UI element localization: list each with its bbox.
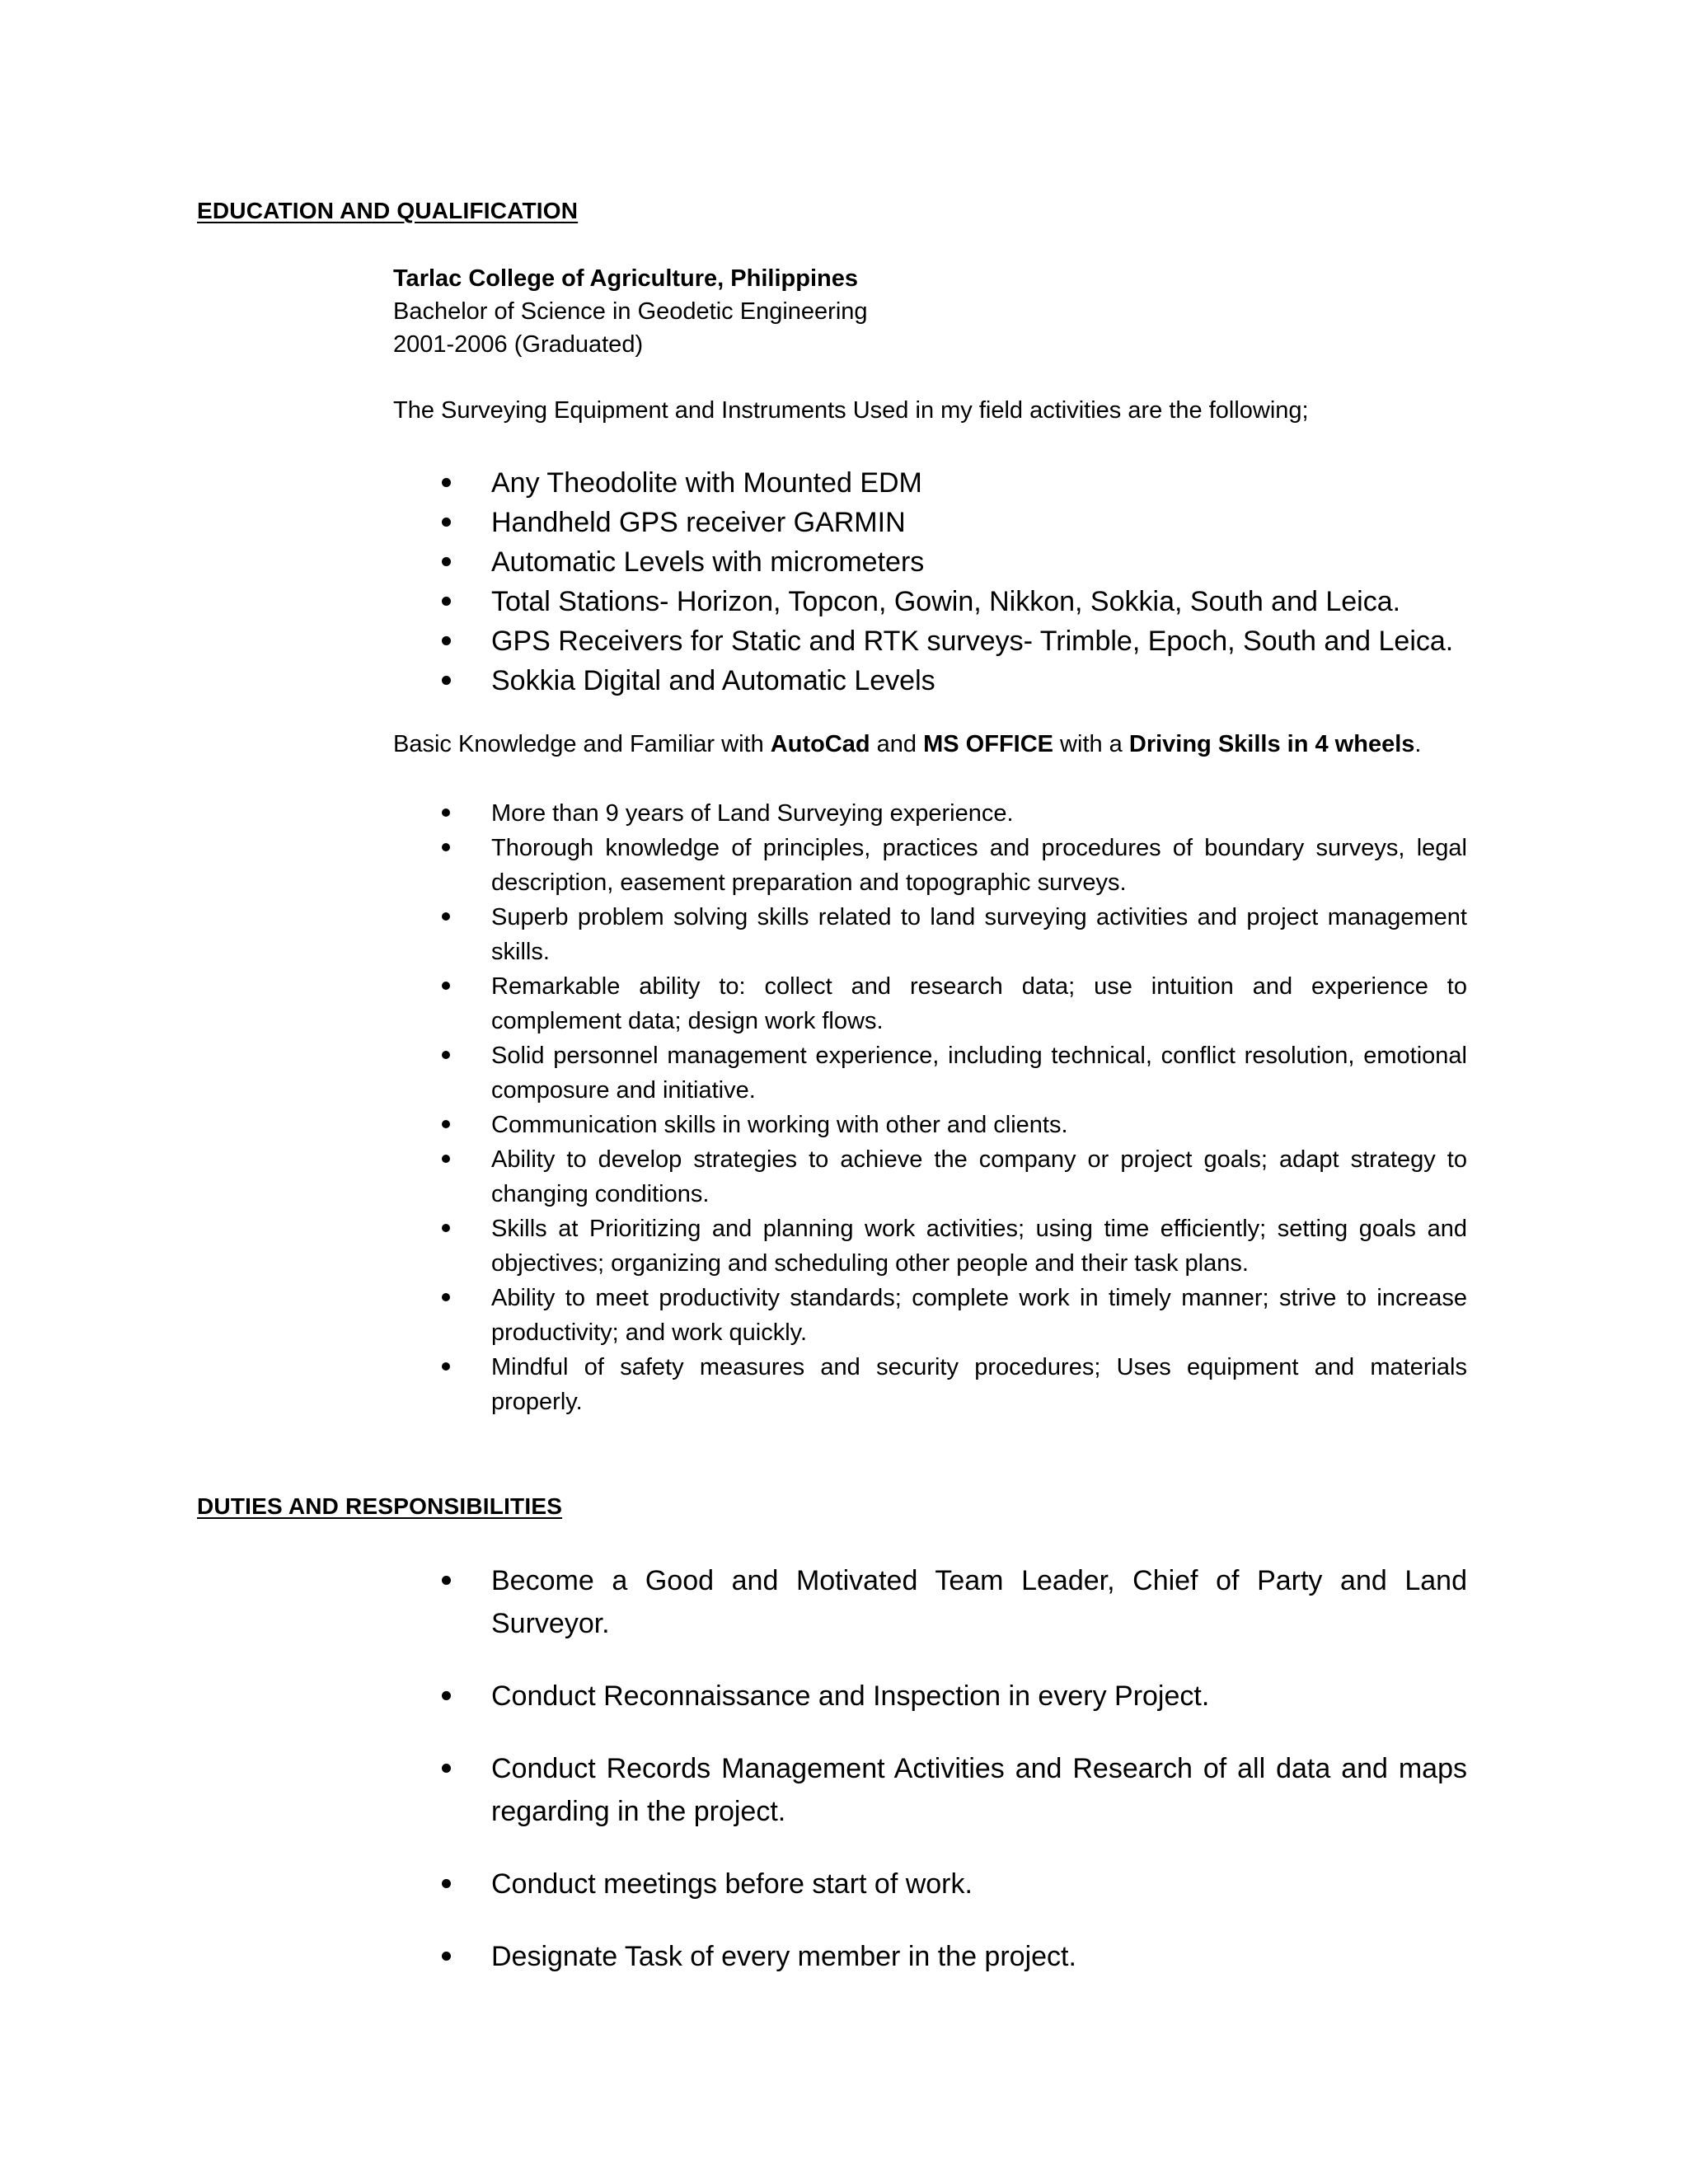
bullet-icon — [442, 1051, 450, 1059]
list-item: Thorough knowledge of principles, practices and procedures of boundary surveys, legal description, easement preparation and topographic surveys. — [438, 831, 1467, 900]
bullet-icon — [442, 1362, 450, 1371]
list-item: Remarkable ability to: collect and research data; use intuition and experience to complement data; design work flows. — [438, 969, 1467, 1038]
list-item: Any Theodolite with Mounted EDM — [438, 463, 1467, 503]
list-item: GPS Receivers for Static and RTK surveys- Trimble, Epoch, South and Leica. — [438, 621, 1467, 661]
list-item: Conduct meetings before start of work. — [438, 1863, 1467, 1905]
list-item: Automatic Levels with micrometers — [438, 542, 1467, 582]
bullet-icon — [442, 1224, 450, 1232]
list-item: Designate Task of every member in the project. — [438, 1935, 1467, 1978]
education-heading: EDUCATION AND QUALIFICATION — [197, 198, 579, 223]
bullet-icon — [442, 1764, 451, 1773]
list-item: Skills at Prioritizing and planning work activities; using time efficiently; setting goals and objectives; organizing and scheduling other people and their task plans. — [438, 1212, 1467, 1281]
bullet-icon — [442, 636, 451, 645]
degree: Bachelor of Science in Geodetic Engineering — [393, 298, 868, 325]
list-item: Ability to meet productivity standards; complete work in timely manner; strive to increase productivity; and work quickly. — [438, 1281, 1467, 1350]
list-item: Ability to develop strategies to achieve the company or project goals; adapt strategy to changing conditions. — [438, 1142, 1467, 1212]
list-item: Conduct Records Management Activities and Research of all data and maps regarding in the project. — [438, 1747, 1467, 1833]
list-item: Mindful of safety measures and security procedures; Uses equipment and materials properly. — [438, 1350, 1467, 1419]
bullet-icon — [442, 982, 450, 990]
bullet-icon — [442, 518, 451, 527]
bullet-icon — [442, 557, 451, 566]
bullet-icon — [442, 843, 450, 851]
skills-list — [438, 796, 1467, 1419]
bullet-icon — [442, 676, 451, 685]
software-knowledge: Basic Knowledge and Familiar with AutoCad and MS OFFICE with a Driving Skills in 4 wheels. — [393, 731, 1422, 757]
list-item: Conduct Reconnaissance and Inspection in every Project. — [438, 1675, 1467, 1718]
bullet-icon — [442, 912, 450, 921]
list-item: Handheld GPS receiver GARMIN — [438, 503, 1467, 542]
list-item: Superb problem solving skills related to land surveying activities and project management skills. — [438, 900, 1467, 969]
bullet-icon — [442, 808, 450, 817]
school-name: Tarlac College of Agriculture, Philippines — [393, 265, 858, 292]
list-item: Communication skills in working with other and clients. — [438, 1108, 1467, 1142]
duties-heading: DUTIES AND RESPONSIBILITIES — [197, 1493, 563, 1519]
duties-list — [438, 1559, 1467, 2008]
list-item: Sokkia Digital and Automatic Levels — [438, 661, 1467, 701]
bullet-icon — [442, 1293, 450, 1301]
bullet-icon — [442, 1155, 450, 1163]
bullet-icon — [442, 1879, 451, 1888]
list-item: More than 9 years of Land Surveying experience. — [438, 796, 1467, 831]
bullet-icon — [442, 1576, 451, 1585]
equipment-list — [438, 463, 1467, 701]
list-item: Solid personnel management experience, including technical, conflict resolution, emotional composure and initiative. — [438, 1038, 1467, 1108]
bullet-icon — [442, 1691, 451, 1700]
list-item: Become a Good and Motivated Team Leader, Chief of Party and Land Surveyor. — [438, 1559, 1467, 1645]
bullet-icon — [442, 1120, 450, 1128]
bullet-icon — [442, 597, 451, 606]
bullet-icon — [442, 478, 451, 487]
bullet-icon — [442, 1952, 451, 1961]
equipment-intro: The Surveying Equipment and Instruments Used in my field activities are the following; — [393, 397, 1309, 424]
list-item: Total Stations- Horizon, Topcon, Gowin, Nikkon, Sokkia, South and Leica. — [438, 582, 1467, 621]
graduation-years: 2001-2006 (Graduated) — [393, 331, 644, 358]
